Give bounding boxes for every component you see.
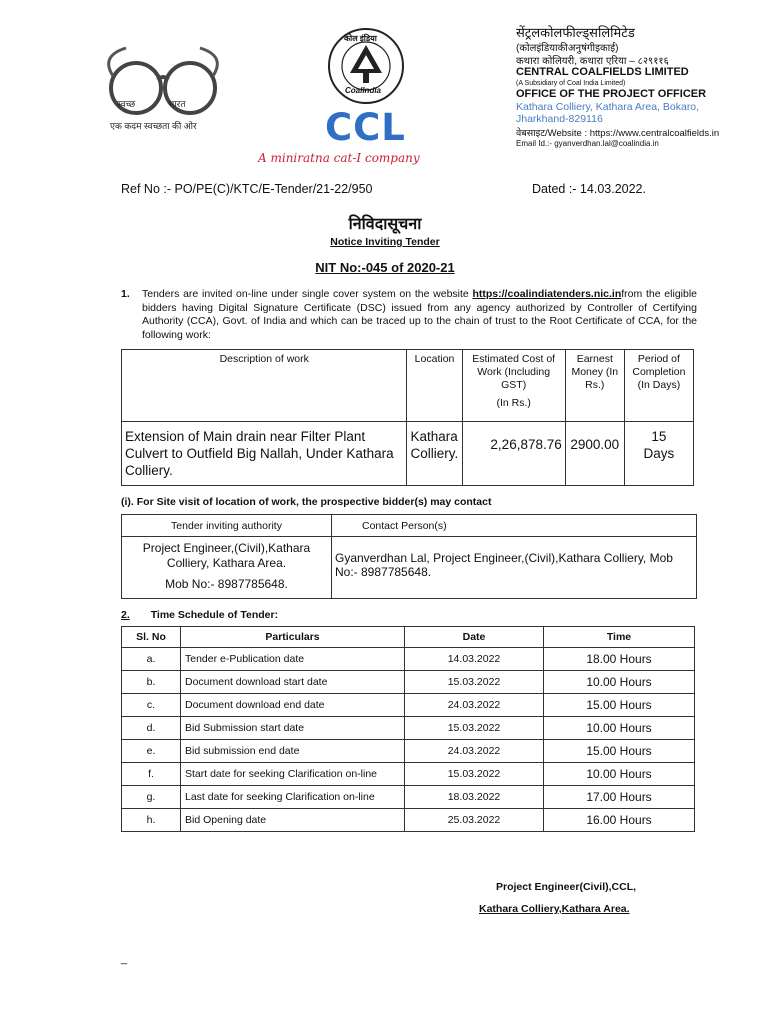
work-period: [624, 422, 693, 486]
work-description: Extension of Main drain near Filter Plant Culvert to Outfield Big Nallah, Under Kathara Colliery.: [122, 422, 407, 486]
signature-location: Kathara Colliery,Kathara Area.: [479, 903, 630, 915]
time-cell: 18.00 Hours: [544, 648, 695, 671]
sl-cell: e.: [122, 740, 181, 763]
notice-date: Dated :- 14.03.2022.: [532, 182, 646, 196]
col-cost-header: [462, 350, 565, 422]
time-cell: 15.00 Hours: [544, 740, 695, 763]
authority-header: Tender inviting authority: [122, 515, 332, 537]
ccl-brand: CCL: [325, 106, 406, 149]
table-row: [122, 648, 695, 671]
title-english: Notice Inviting Tender: [330, 236, 440, 248]
table-row: [122, 694, 695, 717]
contact-person: Gyanverdhan Lal, Project Engineer,(Civil),Kathara Colliery, Mob No:- 8987785648.: [332, 537, 697, 599]
time-cell: 17.00 Hours: [544, 786, 695, 809]
paragraph-number: 1.: [121, 288, 130, 300]
time-cell: 10.00 Hours: [544, 717, 695, 740]
date-cell: 24.03.2022: [405, 694, 544, 717]
time-cell: 10.00 Hours: [544, 671, 695, 694]
table-row: [122, 717, 695, 740]
time-cell: 16.00 Hours: [544, 809, 695, 832]
office-name: OFFICE OF THE PROJECT OFFICER: [516, 88, 707, 100]
authority-cell: [122, 537, 332, 599]
company-name-en: CENTRAL COALFIELDS LIMITED: [516, 66, 689, 78]
title-hindi: निविदासूचना: [348, 216, 422, 233]
schedule-number: 2.: [121, 609, 130, 621]
table-row: [122, 786, 695, 809]
date-cell: 15.03.2022: [405, 763, 544, 786]
work-details-table: [121, 349, 694, 486]
particulars-cell: Last date for seeking Clarification on-line: [181, 786, 405, 809]
table-row: [122, 740, 695, 763]
time-cell: 15.00 Hours: [544, 694, 695, 717]
sl-cell: f.: [122, 763, 181, 786]
work-cost: 2,26,878.76: [462, 422, 565, 486]
col-description-header: Description of work: [122, 350, 407, 422]
particulars-cell: Document download end date: [181, 694, 405, 717]
sl-header: Sl. No: [122, 627, 181, 648]
sl-cell: a.: [122, 648, 181, 671]
period-unit: Days: [643, 446, 675, 461]
date-cell: 15.03.2022: [405, 717, 544, 740]
contact-table: [121, 514, 697, 599]
col-location-header: Location: [407, 350, 462, 422]
time-header: Time: [544, 627, 695, 648]
date-cell: 18.03.2022: [405, 786, 544, 809]
col-emd-header: Earnest Money (In Rs.): [565, 350, 624, 422]
table-row: [122, 809, 695, 832]
website-line: वेबसाइट/Website : https://www.centralcoalfields.in: [516, 128, 720, 139]
work-location: Kathara Colliery.: [407, 422, 462, 486]
swachh-tagline: एक कदम स्वच्छता की ओर: [110, 121, 197, 131]
particulars-cell: Bid submission end date: [181, 740, 405, 763]
sl-cell: d.: [122, 717, 181, 740]
logo-text-top: कोल इंडिया: [344, 34, 377, 43]
site-visit-heading: (i). For Site visit of location of work, the prospective bidder(s) may contact: [121, 496, 492, 508]
email-line: Email Id.:- gyanverdhan.lal@coalindia.in: [516, 139, 659, 148]
particulars-cell: Bid Opening date: [181, 809, 405, 832]
signature-designation: Project Engineer(Civil),CCL,: [496, 881, 637, 893]
table-row: [122, 671, 695, 694]
particulars-cell: Tender e-Publication date: [181, 648, 405, 671]
para-text-pre: Tenders are invited on-line under single cover system on the website: [142, 288, 473, 300]
swachh-word: स्वच्छ: [117, 99, 136, 109]
work-emd: 2900.00: [565, 422, 624, 486]
address-hi: कथारा कोलियरी, कथारा एरिया – ८२९११६: [516, 56, 669, 67]
particulars-cell: Start date for seeking Clarification on-line: [181, 763, 405, 786]
logo-text-bottom: CoalIndia: [345, 86, 382, 95]
date-cell: 24.03.2022: [405, 740, 544, 763]
time-cell: 10.00 Hours: [544, 763, 695, 786]
date-header: Date: [405, 627, 544, 648]
cost-header-label: Estimated Cost of Work (Including GST): [472, 353, 556, 391]
date-cell: 14.03.2022: [405, 648, 544, 671]
miniratna-tagline: A miniratna cat-I company: [258, 151, 420, 165]
date-cell: 25.03.2022: [405, 809, 544, 832]
swachh-bharat-logo: [88, 46, 238, 126]
particulars-cell: Document download start date: [181, 671, 405, 694]
sl-cell: b.: [122, 671, 181, 694]
tender-portal-link[interactable]: https://coalindiatenders.nic.in: [472, 288, 622, 300]
nit-number: NIT No:-045 of 2020-21: [315, 260, 455, 275]
company-name-hi: सेंट्रलकोलफील्ड्सलिमिटेड: [516, 25, 635, 40]
date-cell: 15.03.2022: [405, 671, 544, 694]
particulars-header: Particulars: [181, 627, 405, 648]
footer-mark: _: [121, 953, 128, 965]
contact-header: Contact Person(s): [332, 515, 697, 537]
sl-cell: g.: [122, 786, 181, 809]
table-row: [122, 763, 695, 786]
para-text-post: from the eligible bidders having Digital Signature Certificate (DSC) issued from any agency authorized by Controller of Certifying Authority (CCA), Govt. of India and which can be traced up to the chain of trust to the Root Certificate of CCA, for the following work:: [142, 288, 698, 341]
reference-number: Ref No :- PO/PE(C)/KTC/E-Tender/21-22/950: [121, 182, 373, 196]
schedule-table: [121, 626, 695, 832]
period-number: 15: [651, 429, 667, 444]
subsidiary-en: (A Subsidiary of Coal India Limited): [516, 80, 626, 87]
tender-invitation-paragraph: [121, 288, 697, 342]
schedule-title: Time Schedule of Tender:: [150, 609, 279, 621]
address-line-1: Kathara Colliery, Kathara Area, Bokaro,: [516, 101, 700, 113]
col-period-header: Period of Completion (In Days): [624, 350, 693, 422]
bharat-word: भारत: [168, 99, 186, 109]
subsidiary-hi: (कोलइंडियाकीअनुषंगीइकाई): [516, 43, 619, 54]
authority-name: Project Engineer,(Civil),Kathara Colliery, Kathara Area.: [142, 541, 311, 570]
schedule-heading: [121, 609, 278, 621]
authority-mobile: Mob No:- 8987785648.: [165, 577, 288, 591]
cost-unit-label: (In Rs.): [496, 397, 531, 409]
particulars-cell: Bid Submission start date: [181, 717, 405, 740]
sl-cell: h.: [122, 809, 181, 832]
sl-cell: c.: [122, 694, 181, 717]
address-line-2: Jharkhand-829116: [516, 113, 603, 125]
